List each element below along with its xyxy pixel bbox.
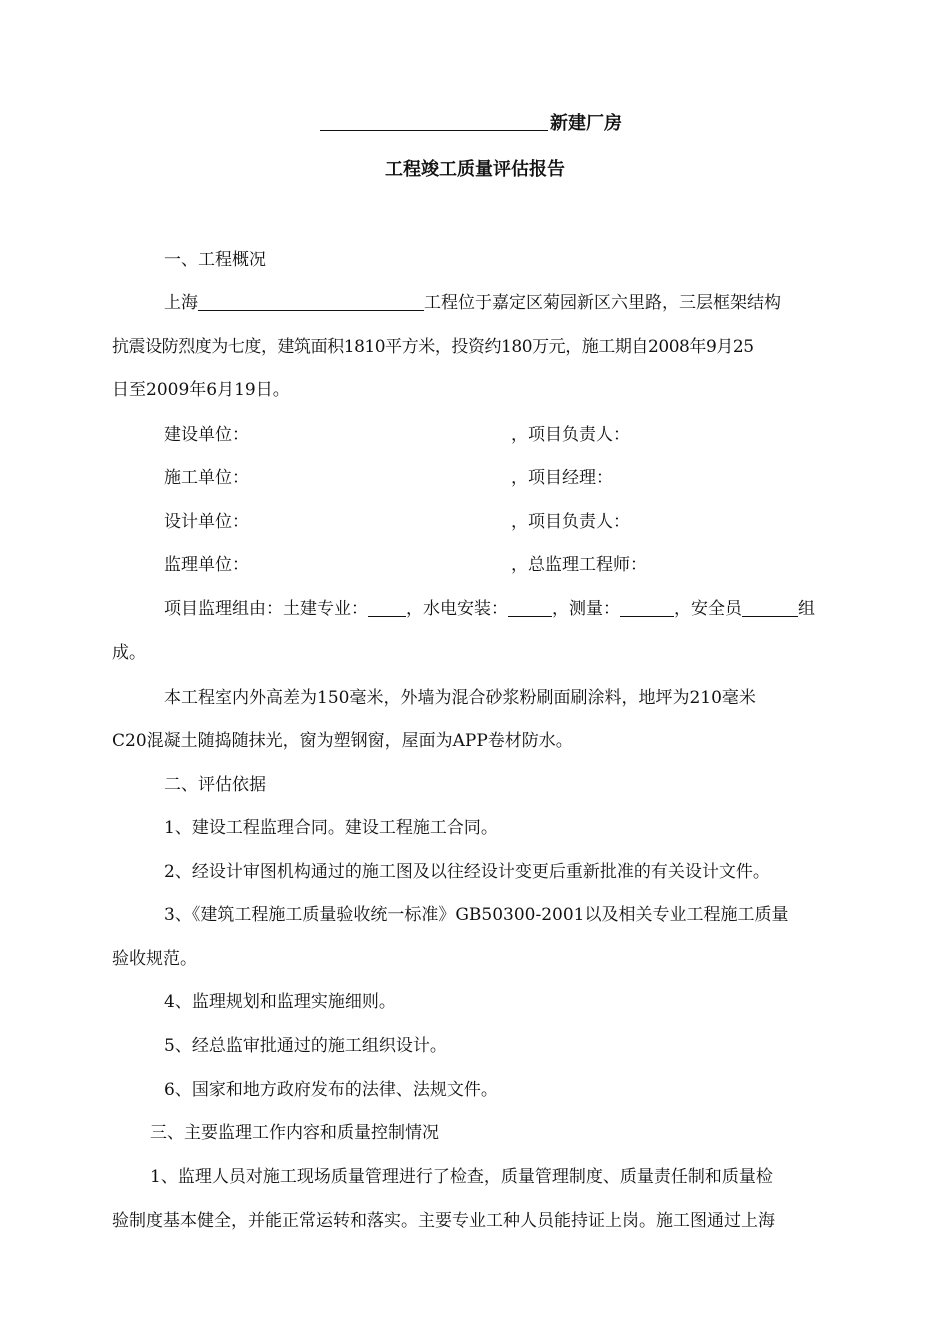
team-safety-blank — [742, 598, 798, 617]
overview-line2-text: 抗震设防烈度为七度，建筑面积1810平方米，投资约180万元，施工期自2008年9月25 — [112, 337, 754, 357]
basis-item-5: 5、经总监审批通过的施工组织设计。 — [164, 1036, 447, 1056]
party-chief-engineer: ，总监理工程师： — [511, 555, 647, 575]
basis-item-3: 3、《建筑工程施工质量验收统一标准》GB50300-2001以及相关专业工程施工质量 — [164, 905, 789, 925]
basis-item-1: 1、建设工程监理合同。建设工程施工合同。 — [164, 818, 498, 838]
project-name-blank-2 — [198, 292, 424, 311]
overview-suffix: 工程位于嘉定区菊园新区六里路，三层框架结构 — [424, 293, 781, 313]
section3-para1-line1: 1、监理人员对施工现场质量管理进行了检查，质量管理制度、质量责任制和质量检 — [150, 1167, 773, 1187]
overview-line2 — [112, 335, 836, 359]
section3-heading: 三、主要监理工作内容和质量控制情况 — [150, 1123, 439, 1143]
document-title-line1 — [320, 110, 622, 136]
team-survey-blank — [620, 598, 674, 617]
party-design-unit: 设计单位： — [164, 512, 249, 532]
team-survey-label: ，测量： — [552, 599, 620, 619]
supervision-team-line2: 成。 — [112, 643, 146, 663]
party-construction-unit: 建设单位： — [164, 425, 249, 445]
description-line1: 本工程室内外高差为150毫米，外墙为混合砂浆粉刷面刷涂料，地坪为210毫米 — [164, 688, 756, 708]
description-line2: C20混凝土随捣随抹光，窗为塑钢窗，屋面为APP卷材防水。 — [112, 731, 573, 751]
party-builder-manager: ，项目经理： — [511, 468, 613, 488]
team-civil-blank — [368, 598, 406, 617]
section2-heading: 二、评估依据 — [164, 775, 266, 795]
party-builder-unit: 施工单位： — [164, 468, 249, 488]
overview-prefix: 上海 — [164, 293, 198, 313]
overview-line3: 日至2009年6月19日。 — [112, 380, 290, 400]
team-civil-label: 项目监理组由：土建专业： — [164, 599, 368, 619]
team-mep-label: ，水电安装： — [406, 599, 508, 619]
title-suffix: 新建厂房 — [550, 113, 622, 134]
document-title-line2: 工程竣工质量评估报告 — [385, 159, 565, 180]
party-supervision-unit: 监理单位： — [164, 555, 249, 575]
supervision-team-line — [164, 597, 815, 621]
basis-item-2: 2、经设计审图机构通过的施工图及以往经设计变更后重新批准的有关设计文件。 — [164, 862, 770, 882]
team-safety-label: ，安全员 — [674, 599, 742, 619]
team-end: 组 — [798, 599, 815, 619]
team-mep-blank — [508, 598, 552, 617]
project-name-blank — [320, 110, 548, 131]
basis-item-3-cont: 验收规范。 — [112, 949, 197, 969]
overview-line1 — [164, 291, 781, 315]
basis-item-6: 6、国家和地方政府发布的法律、法规文件。 — [164, 1080, 498, 1100]
party-construction-leader: ，项目负责人： — [511, 425, 630, 445]
basis-item-4: 4、监理规划和监理实施细则。 — [164, 992, 396, 1012]
section1-heading: 一、工程概况 — [164, 250, 266, 270]
section3-para1-line2: 验制度基本健全，并能正常运转和落实。主要专业工种人员能持证上岗。施工图通过上海 — [112, 1211, 775, 1231]
party-design-leader: ，项目负责人： — [511, 512, 630, 532]
